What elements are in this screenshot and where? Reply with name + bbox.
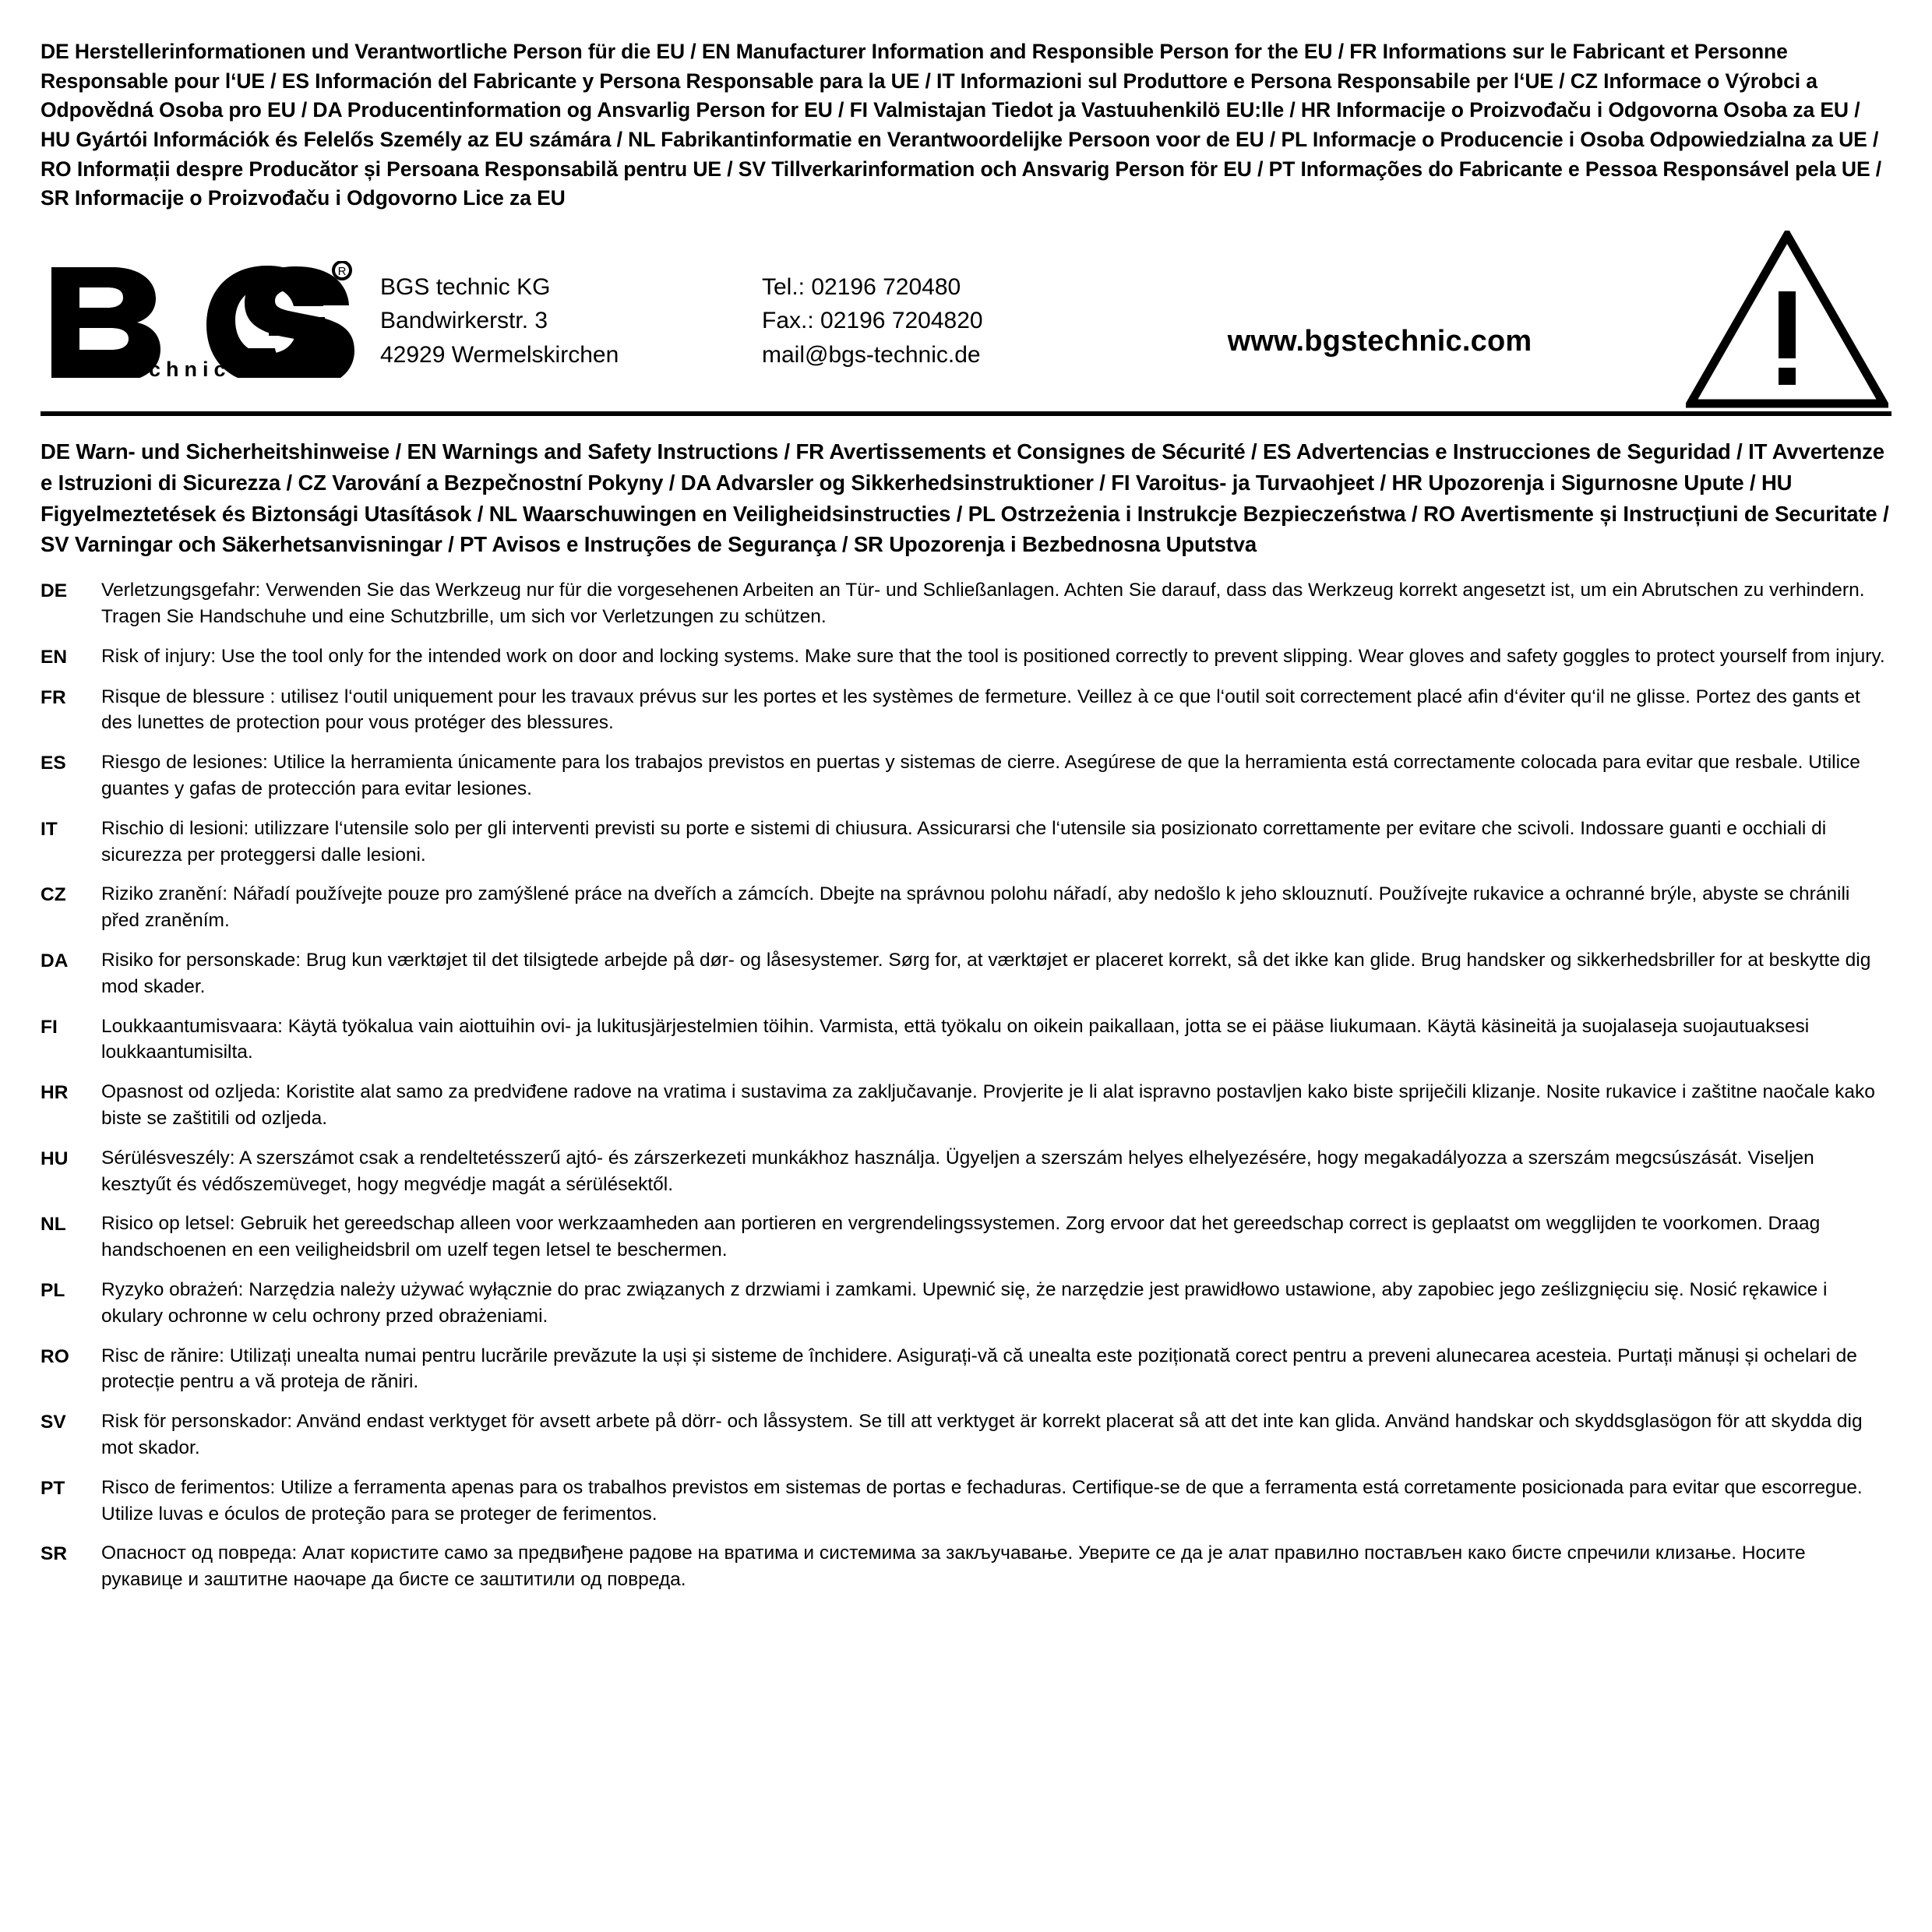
instruction-text: Riesgo de lesiones: Utilice la herramienta únicamente para los trabajos previstos en puertas y sistemas de cierre. Asegúrese de que la herramienta está correctamente colocada para evitar que resbale. Utilice guantes y gafas de protección para evitar lesiones. [101,752,1860,800]
bgs-logo [41,261,380,378]
instruction-text: Risco de ferimentos: Utilize a ferramenta apenas para os trabalhos previstos em sistemas de portas e fechaduras. Certifique-se de que a ferramenta está corretamente posicionada para evitar que escorregue. Utilize luvas e óculos de proteção para se proteger de ferimentos. [101,1476,1863,1525]
language-code: PL [41,1279,65,1301]
language-code: DA [41,950,69,972]
language-code: NL [41,1214,66,1236]
language-code: FR [41,686,66,708]
instruction-text: Risico op letsel: Gebruik het gereedschap alleen voor werkzaamheden aan portieren en vergrendelingssystemen. Zorg ervoor dat het gereedschap correct is geplaatst om wegglijden te voorkomen. Draag handschoenen en een veiligheidsbril om uzelf tegen letsel te beschermen. [101,1213,1821,1261]
manufacturer-info-heading: DE Herstellerinformationen und Verantwortliche Person für die EU / EN Manufacturer Information and Responsible Person for the EU / FR Informations sur le Fabricant et Personne Responsable pour l‘UE / ES Información del Fabricante y Persona Responsable para la UE / IT Informazioni sul Produttore e Persona Responsabile per l‘UE / CZ Informace o Výrobci a Odpovědná Osoba pro EU / DA Producentinformation og Ansvarlig Person for EU / FI Valmistajan Tiedot ja Vastuuhenkilö EU:lle / HR Informacije o Proizvođaču i Odgovorna Osoba za EU / HU Gyártói Információk és Felelős Személy az EU számára / NL Fabrikantinformatie en Verantwoordelijke Persoon voor de EU / PL Informacje o Producencie i Osoba Odpowiedzialna za UE / RO Informații despre Producător și Persoana Responsabilă pentru UE / SV Tillverkarinformation och Ansvarig Person för EU / PT Informações do Fabricante e Pessoa Responsável pela UE / SR Informacije o Proizvođaču i Odgovorno Lice za EU [41,40,1882,210]
company-fax: Fax.: 02196 7204820 [762,308,983,333]
language-code: HR [41,1082,69,1104]
svg-text:technic: technic [119,357,231,378]
list-item [41,577,1891,630]
instruction-text: Опасност од повреда: Алат користите само за предвиђене радове на вратима и системима за закључавање. Уверите се да је алат правилно постављен како бисте спречили клизање. Носите рукавице и заштитне наочаре да бисте се заштитили од повреда. [101,1542,1806,1591]
list-item [41,1540,1891,1593]
company-contact [762,267,1105,372]
instruction-text: Risc de rănire: Utilizați unealta numai pentru lucrările prevăzute la uși și sisteme de închidere. Asigurați-vă că unealta este poziționată corect pentru a preveni alunecarea acesteia. Purtați mănuși și ochelari de protecție pentru a vă proteja de răniri. [101,1345,1857,1393]
company-address [380,267,762,372]
company-email: mail@bgs-technic.de [762,341,981,368]
language-code: ES [41,753,66,774]
instruction-text: Rischio di lesioni: utilizzare l‘utensile solo per gli interventi previsti su porte e sistemi di chiusura. Assicurarsi che l‘utensile sia posizionato correttamente per evitare che scivoli. Indossare guanti e occhiali di sicurezza per proteggersi dalle lesioni. [101,817,1827,866]
list-item [41,1343,1891,1396]
instruction-text: Verletzungsgefahr: Verwenden Sie das Werkzeug nur für die vorgesehenen Arbeiten an Tür- und Schließanlagen. Achten Sie darauf, dass das Werkzeug korrekt angesetzt ist, um ein Abrutschen zu verhindern. Tragen Sie Handschuhe und eine Schutzbrille, um sich vor Verletzungen zu schützen. [101,580,1865,628]
language-code: IT [41,818,58,840]
list-item [41,816,1891,869]
language-code: EN [41,646,68,668]
list-item [41,749,1891,802]
list-item [41,947,1891,1000]
company-city: 42929 Wermelskirchen [380,341,619,368]
language-code: PT [41,1477,65,1499]
instruction-text: Risque de blessure : utilisez l‘outil uniquement pour les travaux prévus sur les portes et les systèmes de fermeture. Veillez à ce que l‘outil soit correctement placé afin d‘éviter qu‘il ne glisse. Portez des gants et des lunettes de protection pour vous protéger des blessures. [101,686,1860,734]
instruction-text: Risk för personskador: Använd endast verktyget för avsett arbete på dörr- och låssystem. Se till att verktyget är korrekt placerat så att det inte kan glida. Använd handskar och skyddsglasögon för att skydda dig mot skador. [101,1411,1863,1458]
instruction-text: Riziko zranění: Nářadí používejte pouze pro zamýšlené práce na dveřích a zámcích. Dbejte na správnou polohu nářadí, aby nedošlo k jeho sklouznutí. Používejte rukavice a ochranné brýle, abyste se chránili před zraněním. [101,883,1850,932]
list-item [41,684,1891,737]
list-item [41,1475,1891,1528]
list-item [41,1014,1891,1066]
list-item [41,1079,1891,1132]
language-code: RO [41,1345,69,1367]
list-item [41,1408,1891,1461]
warning-triangle-icon [1655,231,1891,408]
company-tel: Tel.: 02196 720480 [762,273,961,300]
language-code: DE [41,580,68,602]
instruction-text: Opasnost od ozljeda: Koristite alat samo za predviđene radove na vratima i sustavima za zaključavanje. Provjerite je li alat ispravno postavljen kako biste spriječili klizanje. Nosite rukavice i zaštitne naočale kako biste se zaštitili od ozljeda. [101,1081,1875,1129]
list-item [41,881,1891,934]
language-code: CZ [41,884,66,906]
instruction-list [41,577,1891,1593]
company-info-band [41,224,1891,416]
instruction-text: Loukkaantumisvaara: Käytä työkalua vain aiottuihin ovi- ja lukitusjärjestelmien töihin. Varmista, että työkalu on oikein paikallaan, jotta se ei pääse liukumaan. Käytä käsineitä ja suojalaseja suojautuaksesi loukkaantumisilta. [101,1015,1810,1063]
language-code: SR [41,1543,68,1565]
list-item [41,1211,1891,1264]
svg-text:R: R [337,264,347,278]
instruction-text: Sérülésveszély: A szerszámot csak a rendeltetésszerű ajtó- és zárszerkezeti munkákhoz használja. Ügyeljen a szerszám helyes elhelyezésére, hogy megakadályozza a szerszám megcsúszását. Viseljen kesztyűt és védőszemüveget, hogy megvédje magát a sérülésektől. [101,1147,1814,1195]
list-item [41,1145,1891,1198]
language-code: FI [41,1016,58,1038]
company-website: www.bgstechnic.com [1227,325,1532,358]
instruction-text: Risiko for personskade: Brug kun værktøjet til det tilsigtede arbejde på dør- og låsesystemer. Sørg for, at værktøjet er placeret korrekt, så det ikke kan glide. Brug handsker og sikkerhedsbriller for at beskytte dig mod skader. [101,950,1871,997]
bgs-logo-graphic [45,261,357,378]
instruction-text: Risk of injury: Use the tool only for the intended work on door and locking systems. Make sure that the tool is positioned correctly to prevent slipping. Wear gloves and safety goggles to protect yourself from injury. [101,645,1885,667]
company-street: Bandwirkerstr. 3 [380,308,548,333]
warnings-heading: DE Warn- und Sicherheitshinweise / EN Warnings and Safety Instructions / FR Avertissements et Consignes de Sécurité / ES Advertencias e Instrucciones de Seguridad / IT Avvertenze e Istruzioni di Sicurezza / CZ Varování a Bezpečnostní Pokyny / DA Advarsler og Sikkerhedsinstruktioner / FI Varoitus- ja Turvaohjeet / HR Upozorenja i Sigurnosne Upute / HU Figyelmeztetések és Biztonsági Utasítások / NL Waarschuwingen en Veiligheidsinstructies / PL Ostrzeżenia i Instrukcje Bezpieczeństwa / RO Avertismente și Instrucțiuni de Securitate / SV Varningar och Säkerhetsanvisningar / PT Avisos e Instruções de Segurança / SR Upozorenja i Bezbednosna Uputstva [41,439,1889,557]
language-code: HU [41,1148,69,1169]
instruction-text: Ryzyko obrażeń: Narzędzia należy używać wyłącznie do prac związanych z drzwiami i zamkami. Upewnić się, że narzędzie jest prawidłowo ustawione, aby zapobiec jego ześlizgnięciu się. Nosić rękawice i okulary ochronne w celu ochrony przed obrażeniami. [101,1278,1828,1327]
company-name: BGS technic KG [380,273,551,300]
list-item [41,643,1891,671]
language-code: SV [41,1412,66,1433]
list-item [41,1277,1891,1330]
